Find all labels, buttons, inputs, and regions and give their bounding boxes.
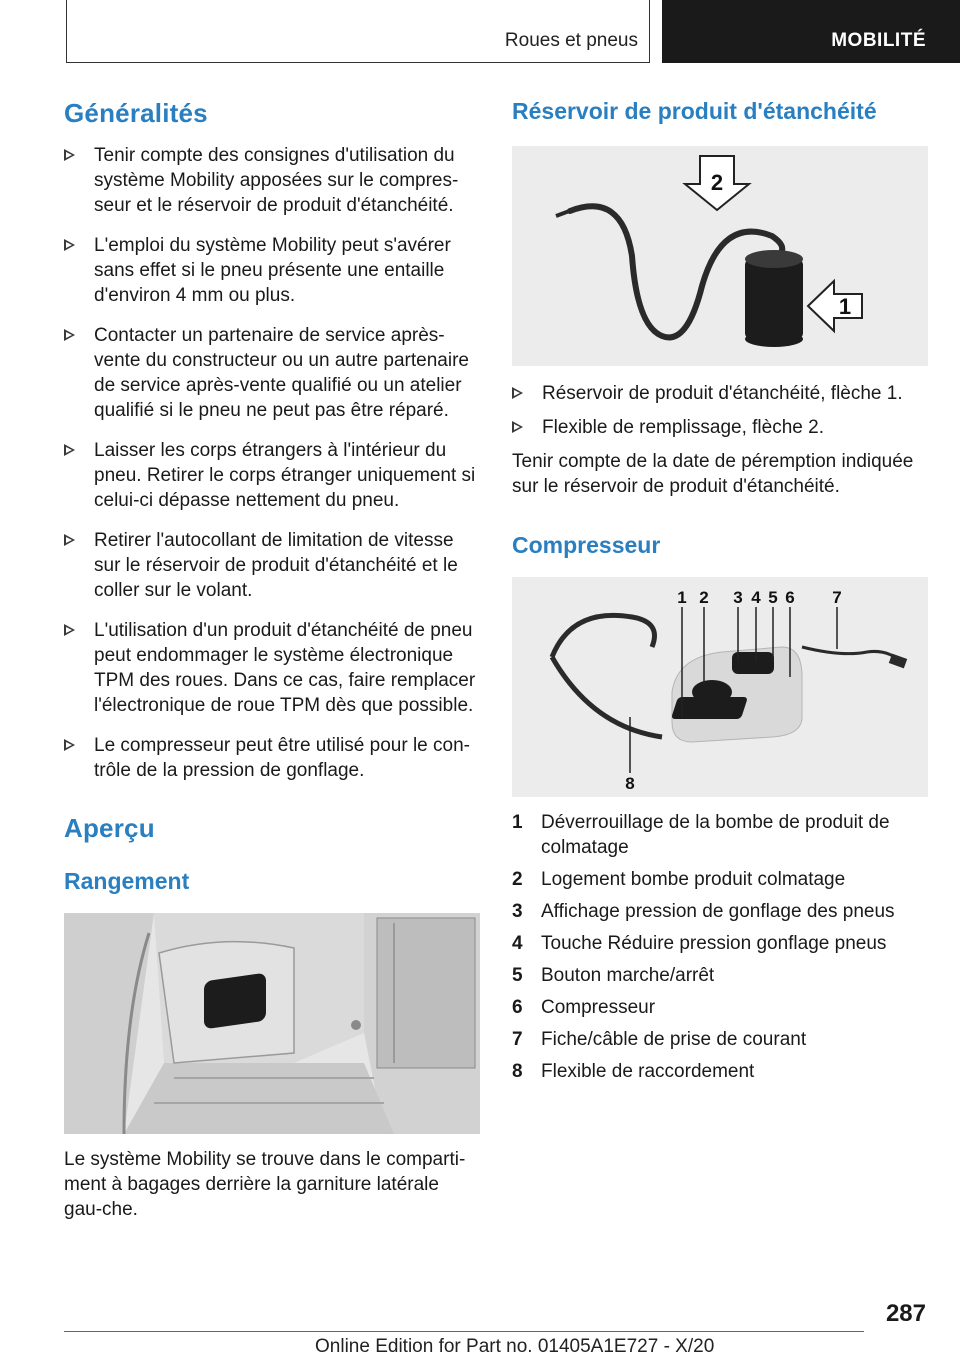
legend-item: 3 Affichage pression de gonflage des pneus bbox=[512, 901, 895, 922]
triangle-bullet-icon bbox=[64, 239, 75, 251]
triangle-bullet-icon bbox=[64, 534, 75, 546]
compressor-fig-label: 4 bbox=[751, 588, 761, 607]
left-column bbox=[64, 98, 482, 1222]
compressor-fig-label: 2 bbox=[699, 588, 709, 607]
triangle-bullet-icon bbox=[512, 387, 523, 399]
heading-reservoir: Réservoir de produit d'étanchéité bbox=[512, 98, 877, 124]
compressor-fig-label: 7 bbox=[832, 588, 842, 607]
compressor-fig-label: 8 bbox=[625, 774, 635, 793]
reservoir-image bbox=[512, 146, 928, 366]
trunk-storage-illustration bbox=[64, 913, 480, 1134]
legend-item: 2 Logement bombe produit colmatage bbox=[512, 869, 846, 890]
trunk-storage-image bbox=[64, 913, 480, 1134]
list-item: Flexible de remplissage, flèche 2. bbox=[512, 415, 930, 440]
header-chapter-tab: MOBILITÉ bbox=[662, 0, 960, 63]
triangle-bullet-icon bbox=[512, 421, 523, 433]
list-item: Laisser les corps étrangers à l'intérieur du pneu. Retirer le corps étranger uniquement si celui-ci dépasse nettement du pneu. bbox=[64, 438, 482, 513]
list-item: Retirer l'autocollant de limitation de vitesse sur le réservoir de produit d'étanchéité et le coller sur le volant. bbox=[64, 528, 482, 603]
triangle-bullet-icon bbox=[64, 149, 75, 161]
legend-item: 6 Compresseur bbox=[512, 997, 656, 1018]
legend-item: 7 Fiche/câble de prise de courant bbox=[512, 1029, 807, 1050]
list-item: Tenir compte des consignes d'utilisation du système Mobility apposées sur le compres-seur et le réservoir de produit d'étanchéité. bbox=[64, 143, 482, 218]
heading-apercu: Aperçu bbox=[64, 813, 155, 843]
storage-description: Le système Mobility se trouve dans le comparti-ment à bagages derrière la garniture latérale gau-che. bbox=[64, 1149, 466, 1220]
triangle-bullet-icon bbox=[64, 624, 75, 636]
heading-compresseur: Compresseur bbox=[512, 532, 661, 558]
list-item: L'emploi du système Mobility peut s'avérer sans effet si le pneu présente une entaille d'environ 4 mm ou plus. bbox=[64, 233, 482, 308]
reservoir-bullet-list bbox=[512, 381, 930, 440]
compressor-fig-label: 3 bbox=[733, 588, 743, 607]
legend-item: 5 Bouton marche/arrêt bbox=[512, 965, 715, 986]
page-number: 287 bbox=[885, 1300, 926, 1327]
compressor-fig-label: 1 bbox=[677, 588, 687, 607]
triangle-bullet-icon bbox=[64, 739, 75, 751]
legend-item: 8 Flexible de raccordement bbox=[512, 1061, 755, 1082]
edition-note: Online Edition for Part no. 01405A1E727 - X/20 bbox=[315, 1336, 715, 1357]
compressor-image bbox=[512, 577, 928, 797]
header-section-title: Roues et pneus bbox=[504, 30, 638, 51]
reservoir-fig-label: 1 bbox=[838, 294, 852, 319]
compressor-illustration bbox=[512, 577, 928, 797]
list-item: L'utilisation d'un produit d'étanchéité de pneu peut endommager le système électronique TPM des roues. Dans ce cas, faire remplacer l'électronique de roue TPM dès que possible. bbox=[64, 618, 482, 718]
footer-divider bbox=[64, 1331, 864, 1332]
compressor-fig-label: 5 bbox=[768, 588, 778, 607]
right-column bbox=[512, 98, 930, 1084]
legend-item: 4 Touche Réduire pression gonflage pneus bbox=[512, 933, 887, 954]
list-item: Le compresseur peut être utilisé pour le con-trôle de la pression de gonflage. bbox=[64, 733, 482, 783]
reservoir-note: Tenir compte de la date de péremption indiquée sur le réservoir de produit d'étanchéité. bbox=[512, 451, 914, 497]
heading-generalites: Généralités bbox=[64, 98, 208, 128]
reservoir-fig-label: 2 bbox=[710, 170, 724, 195]
legend-item: 1 Déverrouillage de la bombe de produit de colmatage bbox=[512, 812, 890, 858]
compressor-legend bbox=[512, 810, 930, 1084]
compressor-fig-label: 6 bbox=[785, 588, 795, 607]
triangle-bullet-icon bbox=[64, 444, 75, 456]
triangle-bullet-icon bbox=[64, 329, 75, 341]
list-item: Contacter un partenaire de service après-vente du constructeur ou un autre partenaire de service après-vente qualifié ou un atelier qualifié si le pneu ne peut pas être réparé. bbox=[64, 323, 482, 423]
list-item: Réservoir de produit d'étanchéité, flèche 1. bbox=[512, 381, 930, 406]
sealant-reservoir-illustration bbox=[512, 146, 928, 366]
general-bullet-list bbox=[64, 143, 482, 783]
heading-rangement: Rangement bbox=[64, 868, 190, 894]
